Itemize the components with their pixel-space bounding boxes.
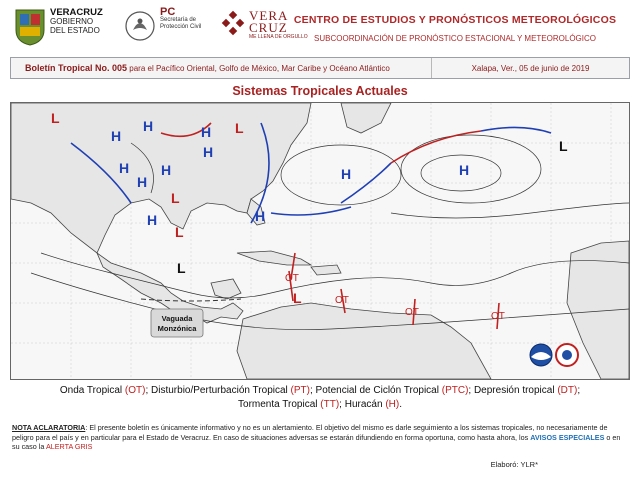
legend-ptc-abbr: (PTC) <box>441 385 469 396</box>
nws-logo <box>556 344 578 366</box>
state-seal-icon <box>14 8 46 46</box>
legend-dt: ; Depresión tropical <box>468 385 558 396</box>
note-alerta: ALERTA GRIS <box>45 442 93 451</box>
high-center: H <box>137 174 148 190</box>
high-center: H <box>119 160 130 176</box>
low-center: L <box>293 290 302 306</box>
legend-line-1: Onda Tropical (OT); Disturbio/Perturbación Tropical (PT); Potencial de Ciclón Tropical (PTC); Depresión tropical (DT); <box>59 385 581 396</box>
pc-title: PC <box>160 6 176 18</box>
legend-tt-abbr: (TT) <box>320 399 340 410</box>
legend-ot: Onda Tropical <box>59 385 125 396</box>
low-center: L <box>235 120 244 136</box>
proteccion-civil-logo <box>124 8 201 46</box>
note-body: : El presente boletín es únicamente informativo y no es un alertamiento. El objetivo del mismo es darle seguimiento a los sistemas tropicales, no necesariamente de peligro para el país y en particular para el Estado de Veracruz. En caso de situaciones adversas se estarán difundiendo en forma oportuna, como hasta ahora, los <box>12 423 608 442</box>
legend-ptc: ; Potencial de Ciclón Tropical <box>310 385 442 396</box>
high-center: H <box>111 128 122 144</box>
legend-line-2: Tormenta Tropical (TT); Huracán (H). <box>238 399 402 410</box>
high-center: H <box>147 212 158 228</box>
low-center: L <box>559 138 568 154</box>
high-center: H <box>341 166 352 182</box>
legend-pt: ; Disturbio/Perturbación Tropical <box>145 385 291 396</box>
veracruz-line-3: DEL ESTADO <box>50 26 100 35</box>
pc-line-1: Secretaría de <box>160 17 197 23</box>
surface-analysis-map <box>10 102 630 380</box>
pc-line-2: Protección Civil <box>160 24 202 30</box>
high-center: H <box>201 124 212 140</box>
low-center: L <box>171 190 180 206</box>
vz-line-1: VERA <box>249 8 289 23</box>
disclaimer-note <box>12 423 628 452</box>
veracruz-line-2: GOBIERNO <box>50 17 94 26</box>
veracruz-line-1: VERACRUZ <box>50 7 103 18</box>
high-center: H <box>203 144 214 160</box>
vaguada-line-2: Monzónica <box>157 324 197 333</box>
ot-label: OT <box>285 273 299 284</box>
ot-label: OT <box>405 307 419 318</box>
map-title: Sistemas Tropicales Actuales <box>232 84 408 98</box>
high-center: H <box>459 162 470 178</box>
ot-label: OT <box>335 295 349 306</box>
mexico-eagle-seal-icon <box>124 8 156 46</box>
legend-dt-abbr: (DT) <box>557 385 578 396</box>
legend-h: ; Huracán <box>339 399 386 410</box>
bulletin-scope: para el Pacífico Oriental, Golfo de México, Mar Caribe y Océano Atlántico <box>127 64 390 73</box>
map-canvas <box>11 103 629 379</box>
bulletin-place-date: Xalapa, Ver., 05 de junio de 2019 <box>431 58 629 78</box>
veracruz-government-logo <box>14 8 103 46</box>
orgullo-ornament-icon <box>220 10 246 40</box>
legend-h-abbr: (H) <box>385 399 400 410</box>
bulletin-heading <box>11 63 431 73</box>
vaguada-line-1: Vaguada <box>161 314 193 323</box>
center-title: CENTRO DE ESTUDIOS Y PRONÓSTICOS METEOROLÓGICOS <box>293 14 617 26</box>
noaa-logo <box>530 344 552 366</box>
bulletin-title: Boletín Tropical No. 005 <box>25 63 128 73</box>
vz-slogan: ME LLENA DE ORGULLO <box>249 34 308 40</box>
high-center: H <box>255 208 266 224</box>
low-center: L <box>177 260 186 276</box>
legend-pt-abbr: (PT) <box>290 385 310 396</box>
low-center: L <box>51 110 60 126</box>
hispaniola <box>311 265 341 275</box>
vz-line-2: CRUZ <box>249 20 288 35</box>
high-center: H <box>143 118 154 134</box>
high-center: H <box>161 162 172 178</box>
prepared-by: Elaboró: YLR* <box>490 460 538 469</box>
note-avisos: AVISOS ESPECIALES <box>530 432 605 442</box>
agency-title-block <box>290 14 620 43</box>
header <box>0 0 640 56</box>
legend-ot-abbr: (OT) <box>124 385 146 396</box>
center-subtitle: SUBCOORDINACIÓN DE PRONÓSTICO ESTACIONAL Y METEOROLÓGICO <box>314 34 596 43</box>
bulletin-bar <box>10 57 630 79</box>
monsoon-trough-label <box>151 309 203 337</box>
note-heading: NOTA ACLARATORIA <box>12 423 86 432</box>
ot-label: OT <box>491 311 505 322</box>
low-center: L <box>175 224 184 240</box>
note-mid: o en su caso la <box>12 432 621 451</box>
legend-tt: Tormenta Tropical <box>238 399 321 410</box>
